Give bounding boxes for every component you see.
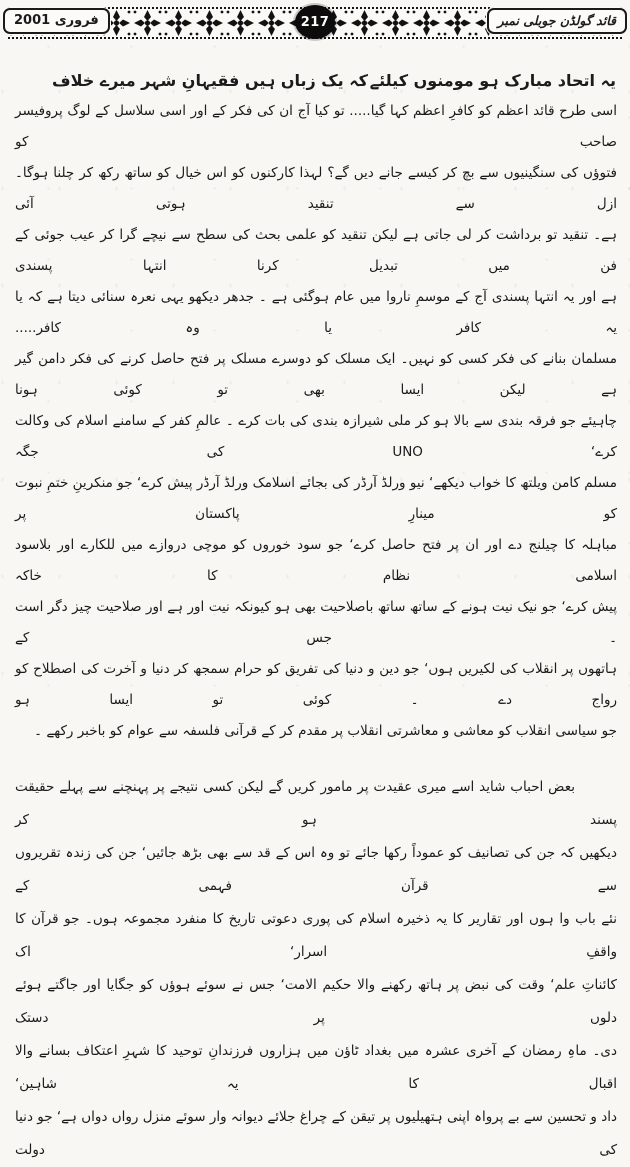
body-line: فتوؤں کی سنگینیوں سے بچ کر کیسے جانے دیں گے؟ لہذا کارکنوں کو اس خیال کو ساتھ رکھ کر چلنا ہوگا۔ ازل سے تنقید ہوتی آئی bbox=[15, 165, 617, 212]
masthead bbox=[0, 0, 630, 58]
body-line: اسی طرح قائد اعظم کو کافرِ اعظم کہا گیا..... تو کیا آج ان کی فکر کے اور اسی سلاسل کے لوگ پروفیسر صاحب کو bbox=[15, 103, 617, 150]
issue-date-label: فروری 2001 bbox=[14, 13, 99, 28]
page-number-badge bbox=[295, 5, 335, 39]
paragraph-2 bbox=[15, 771, 617, 1167]
body-line: ہے۔ تنقید تو برداشت کر لی جاتی ہے لیکن تنقید کو علمی بحث کی سطح سے نیچے گرا کر عیب جوئی کے فن میں تبدیل کرنا انتہا پسندی bbox=[15, 227, 617, 274]
issue-date-box bbox=[3, 8, 110, 34]
body-line: مسلم کامن ویلتھ کا خواب دیکھے‘ نیو ورلڈ آرڈر کی بجائے اسلامک ورلڈ آرڈر پیش کرے‘ جو منکرینِ ختمِ نبوت کو مینارِ پاکستان پر bbox=[15, 475, 617, 522]
body-line: چاہیئے جو فرقہ بندی سے بالا ہو کر ملی شیرازہ بندی کی بات کرے ۔ عالمِ کفر کے سامنے اسلام کی وکالت کرے‘ UNO کی جگہ bbox=[15, 413, 617, 460]
body-line: دی۔ ماہِ رمضان کے آخری عشرہ میں بغداد ٹاؤن میں ہزاروں فرزندانِ توحید کا شہرِ اعتکاف بسانے والا اقبال کا یہ شاہین‘ bbox=[15, 1043, 617, 1092]
body-line: پیش کرے‘ جو نیک نیت ہونے کے ساتھ ساتھ باصلاحیت بھی ہو کیونکہ نیت اور ہے اور صلاحیت چیز دگر است ۔ جس کے bbox=[15, 599, 617, 646]
edition-title-box bbox=[487, 8, 627, 34]
body-line: کائناتِ علم‘ وقت کی نبض پر ہاتھ رکھنے والا حکیم الامت‘ جس نے سوئے ہوؤں کو جگایا اور جاگتے ہوئے دلوں پر دستک bbox=[15, 977, 617, 1026]
verse-couplet bbox=[52, 71, 616, 90]
body-line: مباہلہ کا چیلنج دے اور ان پر فتح حاصل کرے‘ جو سود خوروں کو موچی دروازے میں للکارے اور بلاسود اسلامی نظام کا خاکہ bbox=[15, 537, 617, 584]
body-line: داد و تحسین سے بے پرواہ اپنی ہتھیلیوں پر تیقن کے چراغ جلائے دیوانہ وار سوئے منزل رواں دواں ہے‘ جو دنیا کی دولت bbox=[15, 1109, 617, 1158]
paragraph-1 bbox=[15, 96, 617, 747]
edition-title-label: قائد گولڈن جوبلی نمبر bbox=[497, 13, 616, 28]
page-number: 217 bbox=[300, 14, 330, 30]
verse-first-hemistich: یہ اتحاد مبارک ہو مومنوں کیلئے bbox=[369, 71, 616, 90]
body-line: جو سیاسی انقلاب کو معاشی و معاشرتی انقلاب پر مقدم کر کے قرآنی فلسفہ سے عوام کو باخبر رکھے ۔ bbox=[34, 723, 617, 739]
body-line: بعض احباب شاید اسے میری عقیدت پر مامور کریں گے لیکن کسی نتیجے پر پہنچنے سے پہلے حقیقت پسند ہو کر bbox=[15, 779, 617, 828]
body-line: مسلمان بنانے کی فکر کسی کو نہیں۔ ایک مسلک کو دوسرے مسلک پر فتح حاصل کرنے کی فکر دامن گیر ہے لیکن ایسا بھی تو کوئی ہونا bbox=[15, 351, 617, 398]
body-line: نئے باب وا ہوں اور تقاریر کا یہ ذخیرہ اسلام کی پوری دعوتی تاریخ کا منفرد مجموعہ ہوں۔ جو قرآن کا واقفِ اسرار‘ اک bbox=[15, 911, 617, 960]
article-body bbox=[15, 96, 617, 1167]
body-line: ہے اور یہ انتہا پسندی آج کے موسمِ ناروا میں عام ہوگئی ہے ۔ جدھر دیکھو یہی نعرہ سنائی دیتا ہے کہ یا یہ کافر یا وہ کافر..... bbox=[15, 289, 617, 336]
body-line: دیکھیں کہ جن کی تصانیف کو عموداً رکھا جائے تو وہ اس کے قد سے بھی بڑھ جائیں‘ جن کی زندہ تقریروں سے قرآن فہمی کے bbox=[15, 845, 617, 894]
body-line: ہاتھوں پر انقلاب کی لکیریں ہوں‘ جو دین و دنیا کی تفریق کو حرام سمجھ کر دنیا و آخرت کی اصطلاح کو رواج دے ۔ کوئی تو ایسا ہو bbox=[15, 661, 617, 708]
verse-second-hemistich: کہ یک زباں ہیں فقیہانِ شہر میرے خلاف bbox=[52, 71, 368, 90]
